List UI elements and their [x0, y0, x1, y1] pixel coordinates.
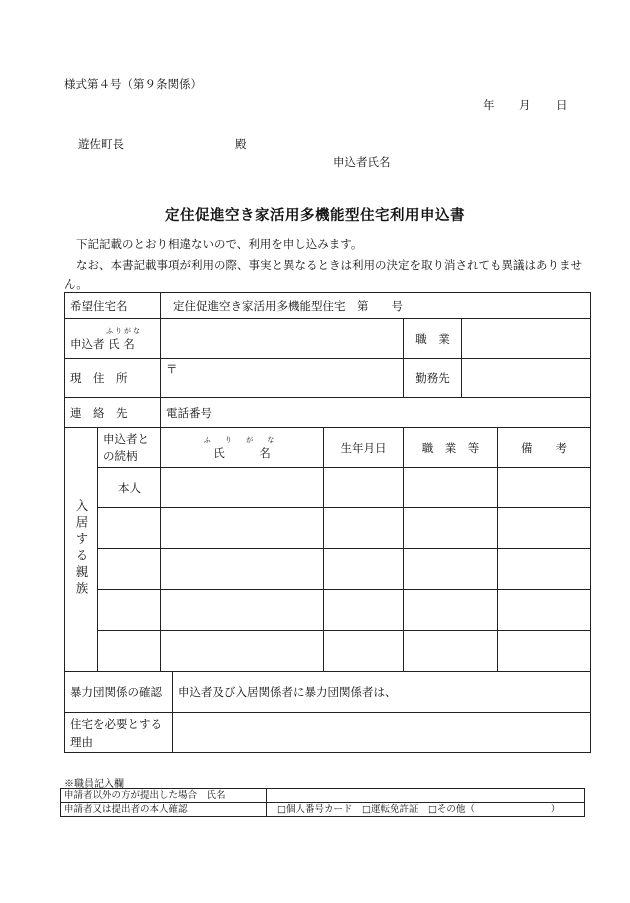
postal-mark: 〒 [166, 362, 178, 376]
family-name-field[interactable] [161, 508, 324, 549]
family-remarks-field[interactable] [498, 508, 591, 549]
addressee: 遊佐町長 [78, 137, 124, 151]
family-row [65, 549, 591, 590]
family-birthdate-field[interactable] [324, 631, 404, 672]
family-row [65, 590, 591, 631]
applicant-name-field[interactable] [161, 319, 404, 359]
intro-line1 [64, 235, 584, 254]
gang-check-label: 暴力団関係の確認 [65, 672, 173, 713]
date-day: 日 [556, 98, 568, 112]
desired-housing-label: 希望住宅名 [65, 293, 161, 319]
family-birthdate-field[interactable] [324, 549, 404, 590]
family-birthdate-field[interactable] [324, 590, 404, 631]
family-occupation-field[interactable] [404, 468, 498, 508]
workplace-label: 勤務先 [404, 359, 462, 398]
honorific: 殿 [235, 137, 247, 151]
occupation-label: 職 業 [404, 319, 462, 359]
self-label: 本人 [98, 468, 161, 508]
row-applicant-name [65, 319, 591, 359]
family-name-field[interactable] [161, 590, 324, 631]
workplace-field[interactable] [462, 359, 591, 398]
staff-id-check-label: 申請者又は提出者の本人確認 [61, 803, 267, 817]
page-title: 定住促進空き家活用多機能型住宅利用申込書 [165, 207, 465, 224]
desired-housing-value: 定住促進空き家活用多機能型住宅 第 号 [173, 298, 403, 313]
applicant-name-label: 申込者氏名 [333, 155, 391, 169]
family-remarks-field[interactable] [498, 549, 591, 590]
family-relation-field[interactable] [98, 590, 161, 631]
contact-field[interactable] [161, 398, 591, 428]
occupation-field[interactable] [462, 319, 591, 359]
family-relation-field[interactable] [98, 631, 161, 672]
family-remarks-field[interactable] [498, 631, 591, 672]
intro-line2 [64, 256, 584, 294]
family-name-field[interactable] [161, 468, 324, 508]
family-row [65, 468, 591, 508]
staff-id-check-options[interactable]: □個人番号カード □運転免許証 □その他（ ） [267, 803, 585, 817]
remarks-header: 備 考 [498, 428, 591, 468]
family-vertical-label: 入居する親族 [65, 428, 98, 672]
applicant-name-cell [65, 319, 161, 359]
family-birthdate-field[interactable] [324, 468, 404, 508]
birthdate-header: 生年月日 [324, 428, 404, 468]
desired-housing-field[interactable] [161, 293, 591, 319]
family-row [65, 631, 591, 672]
family-remarks-field[interactable] [498, 590, 591, 631]
address-field[interactable] [161, 359, 404, 398]
row-contact [65, 398, 591, 428]
relation-header: 申込者と の続柄 [98, 428, 161, 468]
row-desired-housing [65, 293, 591, 319]
staff-submitter-label: 申請者以外の方が提出した場合 氏名 [61, 789, 267, 803]
family-row [65, 508, 591, 549]
row-family-header [65, 428, 591, 468]
family-occupation-field[interactable] [404, 549, 498, 590]
phone-label: 電話番号 [166, 405, 212, 420]
staff-table [60, 788, 585, 817]
staff-row-submitter [61, 789, 585, 803]
name-header [161, 428, 324, 468]
row-reason [65, 713, 591, 753]
family-occupation-field[interactable] [404, 631, 498, 672]
gang-check-value: 申込者及び入居関係者に暴力団関係者は、 [178, 685, 397, 699]
staff-submitter-field[interactable] [267, 789, 585, 803]
gang-check-field[interactable] [173, 672, 591, 713]
intro-text-1: 下記記載のとおり相違ないので、利用を申し込みます。 [76, 237, 363, 251]
row-gang-check [65, 672, 591, 713]
family-remarks-field[interactable] [498, 468, 591, 508]
family-occupation-field[interactable] [404, 590, 498, 631]
reason-label: 住宅を必要とする 理由 [65, 713, 173, 753]
row-address [65, 359, 591, 398]
name-header-text: 氏 名 [213, 445, 271, 460]
occupation-header: 職 業 等 [404, 428, 498, 468]
family-relation-field[interactable] [98, 549, 161, 590]
date-month: 月 [519, 98, 531, 112]
family-name-field[interactable] [161, 549, 324, 590]
family-relation-field[interactable] [98, 508, 161, 549]
staff-section-title: ※職員記入欄 [64, 779, 124, 790]
staff-row-id-check [61, 803, 585, 817]
date-year: 年 [483, 98, 495, 112]
contact-label: 連 絡 先 [65, 398, 161, 428]
name-header-furigana: ふ り が な [203, 435, 281, 444]
family-birthdate-field[interactable] [324, 508, 404, 549]
furigana-label: ふりがな [106, 326, 142, 335]
form-number: 様式第４号（第９条関係） [64, 77, 202, 91]
intro-text-2: なお、本書記載事項が利用の際、事実と異なるときは利用の決定を取り消されても異議はありません。 [64, 258, 582, 291]
address-label: 現 住 所 [65, 359, 161, 398]
family-name-field[interactable] [161, 631, 324, 672]
family-occupation-field[interactable] [404, 508, 498, 549]
reason-field[interactable] [173, 713, 591, 753]
application-form-table [64, 292, 591, 753]
applicant-name-form-label: 申込者 氏 名 [70, 336, 135, 351]
